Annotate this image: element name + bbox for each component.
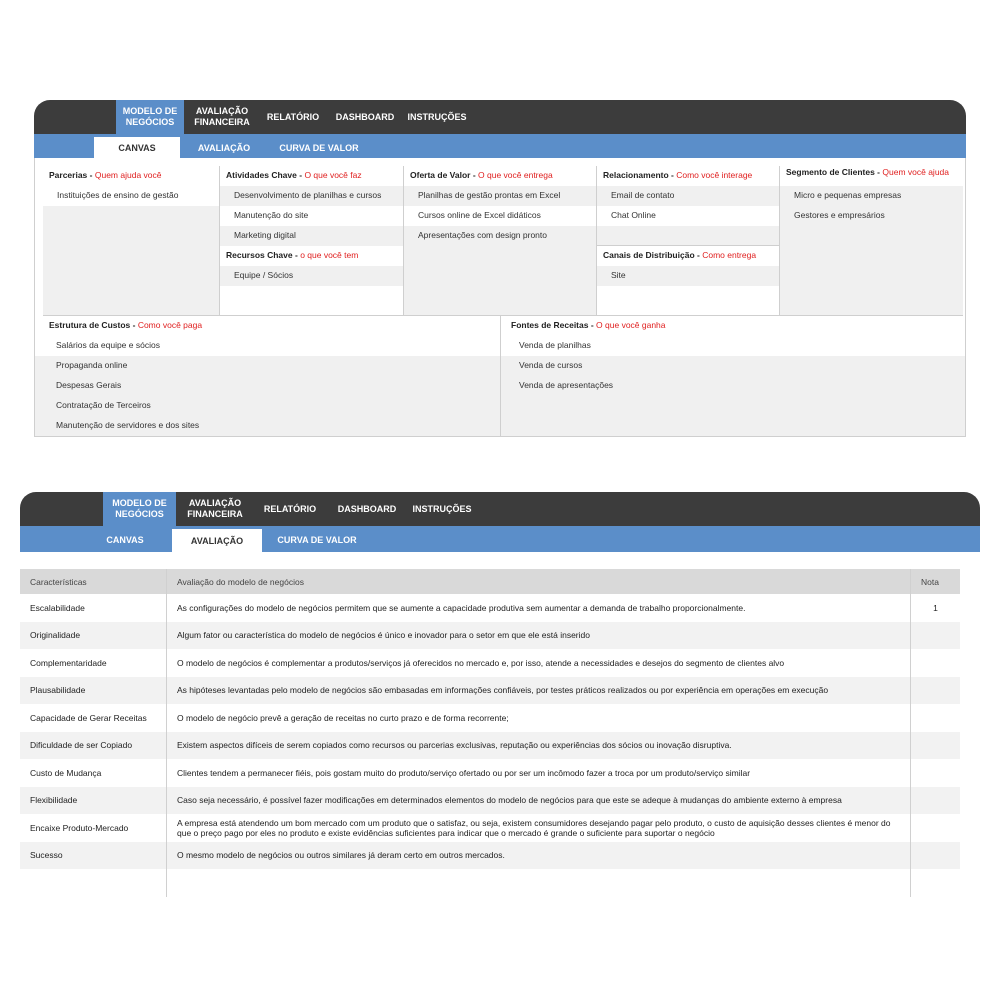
cell-estrutura-de-custos <box>35 316 501 436</box>
list-item[interactable]: Micro e pequenas empresas <box>780 186 963 206</box>
cell-header: Recursos Chave - o que você tem <box>220 246 403 266</box>
cell-header: Oferta de Valor - O que você entrega <box>404 166 596 186</box>
cell-title: Relacionamento <box>603 170 669 180</box>
cell-avaliacao: O modelo de negócio prevê a geração de receitas no curto prazo e de forma recorrente; <box>166 704 910 732</box>
list-item[interactable]: Cursos online de Excel didáticos <box>404 206 596 226</box>
table-row <box>20 814 960 842</box>
table-row <box>20 594 960 622</box>
header-avaliacao: Avaliação do modelo de negócios <box>166 569 910 594</box>
table-row <box>20 677 960 705</box>
business-model-canvas <box>34 158 966 437</box>
evaluation-panel <box>20 492 980 897</box>
list-item[interactable]: Email de contato <box>597 186 779 206</box>
tab-instrucoes[interactable]: INSTRUÇÕES <box>407 111 467 122</box>
list-item[interactable]: Equipe / Sócios <box>220 266 403 286</box>
cell-subtitle: Como você interage <box>676 170 753 180</box>
cell-avaliacao: Clientes tendem a permanecer fiéis, pois gostam muito do produto/serviço ofertado ou por ser um incômodo fazer a troca por um produto/serviço similar <box>166 759 910 787</box>
sub-nav <box>34 134 966 158</box>
cell-nota[interactable] <box>910 869 960 897</box>
list-item[interactable]: Manutenção de servidores e dos sites <box>35 416 500 436</box>
cell-parcerias <box>43 166 220 316</box>
cell-avaliacao: Caso seja necessário, é possível fazer modificações em determinados elementos do modelo de negócios para que este se adeque à mudanças do ambiente externo à empresa <box>166 787 910 815</box>
cell-header: Relacionamento - Como você interage <box>597 166 779 186</box>
cell-header: Parcerias - Quem ajuda você <box>43 166 219 186</box>
cell-title: Segmento de Clientes <box>786 167 875 177</box>
cell-oferta-de-valor <box>404 166 597 316</box>
list-item[interactable]: Contratação de Terceiros <box>35 396 500 416</box>
subtab-curva-de-valor[interactable]: CURVA DE VALOR <box>277 534 357 545</box>
cell-subtitle: O que você faz <box>304 170 362 180</box>
list-item[interactable]: Venda de cursos <box>501 356 965 376</box>
cell-caracteristica: Capacidade de Gerar Receitas <box>30 712 147 723</box>
header-nota: Nota <box>910 569 960 594</box>
cell-header: Fontes de Receitas - O que você ganha <box>501 316 965 336</box>
cell-atividades-chave <box>220 166 404 246</box>
cell-nota[interactable] <box>910 649 960 677</box>
tab-dashboard[interactable]: DASHBOARD <box>335 111 395 122</box>
cell-caracteristica: Originalidade <box>30 630 81 641</box>
cell-title: Atividades Chave <box>226 170 297 180</box>
table-header <box>20 569 960 594</box>
cell-avaliacao: O mesmo modelo de negócios ou outros similares já deram certo em outros mercados. <box>166 842 910 870</box>
cell-avaliacao: Algum fator ou característica do modelo de negócios é único e inovador para o setor em que ele está inserido <box>166 622 910 650</box>
cell-caracteristica: Custo de Mudança <box>30 767 102 778</box>
table-row <box>20 732 960 760</box>
list-item[interactable]: Desenvolvimento de planilhas e cursos <box>220 186 403 206</box>
subtab-curva-de-valor[interactable]: CURVA DE VALOR <box>279 142 359 153</box>
list-item[interactable]: Propaganda online <box>35 356 500 376</box>
table-row <box>20 704 960 732</box>
cell-avaliacao: O modelo de negócios é complementar a produtos/serviços já oferecidos no mercado e, por isso, atende a necessidades e desejos do segmento de clientes alvo <box>166 649 910 677</box>
cell-caracteristica: Plausabilidade <box>30 685 86 696</box>
list-item[interactable]: Chat Online <box>597 206 779 226</box>
cell-subtitle: Quem ajuda você <box>94 170 162 180</box>
main-nav <box>34 100 966 134</box>
list-item[interactable]: Gestores e empresários <box>780 206 963 226</box>
cell-nota[interactable] <box>910 842 960 870</box>
canvas-panel <box>34 100 966 437</box>
tab-modelo-de-negocios[interactable]: MODELO DE NEGÓCIOS <box>103 492 176 526</box>
cell-nota[interactable] <box>910 704 960 732</box>
cell-recursos-chave <box>220 246 404 316</box>
subtab-avaliacao[interactable]: AVALIAÇÃO <box>172 529 262 552</box>
cell-avaliacao: A empresa está atendendo um bom mercado com um produto que o satisfaz, ou seja, existem consumidores desejando pagar pelo produto, o custo de aquisição desses clientes é menor do que o preço pago por eles no produto e existe evidências suficientes para indicar que o mercado é grande o suficiente para suportar o negócio <box>166 814 910 842</box>
list-item[interactable]: Despesas Gerais <box>35 376 500 396</box>
cell-header: Atividades Chave - O que você faz <box>220 166 403 186</box>
table-row <box>20 787 960 815</box>
cell-segmento-de-clientes <box>780 166 963 316</box>
cell-fontes-de-receitas <box>501 316 965 436</box>
cell-caracteristica: Complementaridade <box>30 657 107 668</box>
main-nav <box>20 492 980 526</box>
cell-title: Oferta de Valor <box>410 170 471 180</box>
table-row <box>20 649 960 677</box>
sub-nav <box>20 526 980 552</box>
tab-avaliacao-financeira[interactable]: AVALIAÇÃO FINANCEIRA <box>194 106 250 127</box>
cell-nota[interactable] <box>910 787 960 815</box>
cell-caracteristica: Flexibilidade <box>30 795 78 806</box>
table-row <box>20 842 960 870</box>
cell-nota[interactable]: 1 <box>910 594 960 622</box>
cell-subtitle: O que você ganha <box>596 320 666 330</box>
table-row <box>20 759 960 787</box>
header-caracteristicas: Características <box>30 576 87 587</box>
cell-caracteristica: Sucesso <box>30 850 63 861</box>
cell-nota[interactable] <box>910 732 960 760</box>
cell-subtitle: Quem você ajuda <box>882 167 949 177</box>
cell-caracteristica: Escalabilidade <box>30 602 85 613</box>
tab-avaliacao-financeira[interactable]: AVALIAÇÃO FINANCEIRA <box>187 498 243 519</box>
cell-avaliacao <box>166 869 910 897</box>
subtab-canvas[interactable]: CANVAS <box>94 137 180 158</box>
list-item[interactable]: Venda de apresentações <box>501 376 965 396</box>
cell-nota[interactable] <box>910 814 960 842</box>
cell-caracteristica: Encaixe Produto-Mercado <box>30 822 129 833</box>
cell-nota[interactable] <box>910 622 960 650</box>
cell-subtitle: o que você tem <box>300 250 359 260</box>
cell-title: Recursos Chave <box>226 250 293 260</box>
cell-nota[interactable] <box>910 677 960 705</box>
cell-header: Segmento de Clientes - Quem você ajuda <box>780 166 963 186</box>
cell-avaliacao: As configurações do modelo de negócios permitem que se aumente a capacidade produtiva sem aumentar a demanda de trabalho proporcionalmente. <box>166 594 910 622</box>
cell-subtitle: Como entrega <box>702 250 757 260</box>
list-item[interactable]: Manutenção do site <box>220 206 403 226</box>
subtab-canvas[interactable]: CANVAS <box>106 534 144 545</box>
cell-title: Fontes de Receitas <box>511 320 589 330</box>
cell-subtitle: Como você paga <box>137 320 203 330</box>
table-row <box>20 622 960 650</box>
cell-subtitle: O que você entrega <box>478 170 553 180</box>
tab-instrucoes[interactable]: INSTRUÇÕES <box>412 503 472 514</box>
cell-title: Canais de Distribuição <box>603 250 695 260</box>
cell-title: Estrutura de Custos <box>49 320 131 330</box>
tab-modelo-de-negocios[interactable]: MODELO DE NEGÓCIOS <box>116 100 184 134</box>
tab-relatorio[interactable]: RELATÓRIO <box>263 503 317 514</box>
cell-header: Canais de Distribuição - Como entrega <box>597 246 779 266</box>
cell-title: Parcerias <box>49 170 88 180</box>
tab-relatorio[interactable]: RELATÓRIO <box>266 111 320 122</box>
list-item[interactable]: Marketing digital <box>220 226 403 246</box>
list-item[interactable]: Instituições de ensino de gestão <box>43 186 219 206</box>
tab-dashboard[interactable]: DASHBOARD <box>337 503 397 514</box>
cell-caracteristica: Dificuldade de ser Copiado <box>30 740 133 751</box>
list-item[interactable]: Site <box>597 266 779 286</box>
cell-caracteristica <box>20 869 166 897</box>
cell-avaliacao: As hipóteses levantadas pelo modelo de negócios são embasadas em informações confiáveis, por testes práticos realizados ou por experiência em operações em execução <box>166 677 910 705</box>
list-item[interactable]: Apresentações com design pronto <box>404 226 596 246</box>
subtab-avaliacao[interactable]: AVALIAÇÃO <box>197 142 251 153</box>
cell-relacionamento <box>597 166 780 246</box>
evaluation-table <box>20 569 960 897</box>
list-item[interactable]: Planilhas de gestão prontas em Excel <box>404 186 596 206</box>
cell-canais-de-distribuicao <box>597 246 780 316</box>
list-item[interactable]: Salários da equipe e sócios <box>35 336 500 356</box>
cell-header: Estrutura de Custos - Como você paga <box>35 316 500 336</box>
cell-avaliacao: Existem aspectos difíceis de serem copiados como recursos ou parcerias exclusivas, reputação ou experiências dos sócios ou inovação disruptiva. <box>166 732 910 760</box>
list-item[interactable]: Venda de planilhas <box>501 336 965 356</box>
cell-nota[interactable] <box>910 759 960 787</box>
table-body <box>20 594 960 897</box>
table-row <box>20 869 960 897</box>
